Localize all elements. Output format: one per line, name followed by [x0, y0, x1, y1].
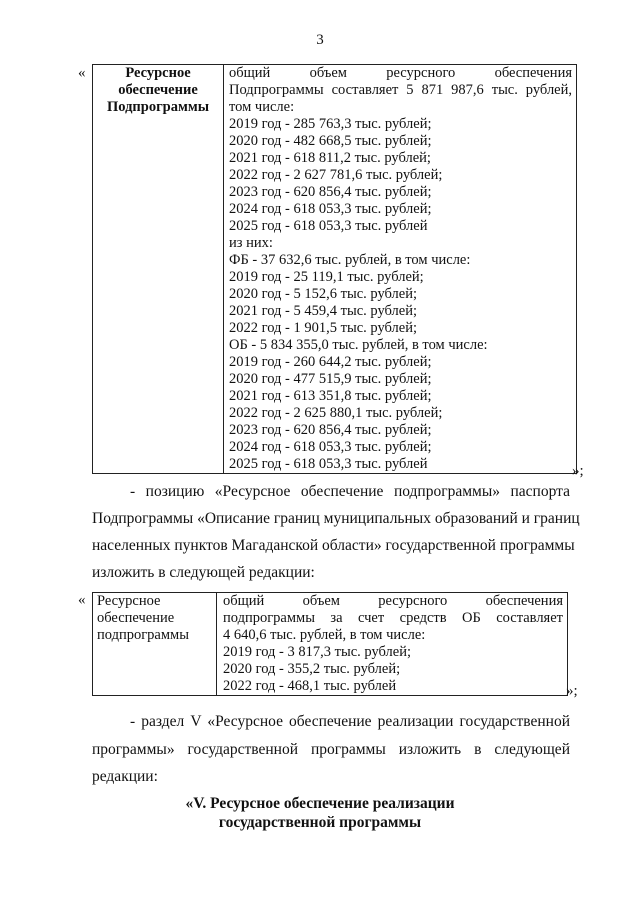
table1-close-quote: »;: [572, 463, 584, 479]
table1-line-8: 2024 год - 618 053,3 тыс. рублей;: [229, 201, 432, 217]
table1-line-18: 2020 год - 477 515,9 тыс. рублей;: [229, 371, 432, 387]
para1-line-3: изложить в следующей редакции:: [92, 564, 315, 581]
page-number: 3: [316, 32, 324, 48]
table2-label-line-2: подпрограммы: [97, 627, 189, 643]
table1-line-4: 2020 год - 482 668,5 тыс. рублей;: [229, 133, 432, 149]
table2-label-cell: [93, 593, 217, 696]
table1-line-0: общий объем ресурсного обеспечения: [229, 65, 572, 81]
table2-label-line-1: обеспечение: [97, 610, 175, 626]
section-heading-line-0: «V. Ресурсное обеспечение реализации: [185, 795, 455, 812]
table1-line-22: 2024 год - 618 053,3 тыс. рублей;: [229, 439, 432, 455]
para2-line-2: редакции:: [92, 768, 158, 785]
para2-line-1: программы» государственной программы изложить в следующей: [92, 741, 570, 758]
para1-line-1: Подпрограммы «Описание границ муниципальных образований и границ: [92, 510, 580, 527]
table1-line-2: том числе:: [229, 99, 295, 115]
table1-resource-provision: [92, 64, 577, 474]
table2-line-5: 2022 год - 468,1 тыс. рублей: [223, 678, 397, 694]
table1-label-line-2: Подпрограммы: [106, 99, 210, 115]
table1-value-cell: [224, 65, 577, 474]
section-heading-line-1: государственной программы: [218, 814, 422, 831]
para1-line-2: населенных пунктов Магаданской области» государственной программы: [92, 537, 575, 554]
table1-line-17: 2019 год - 260 644,2 тыс. рублей;: [229, 354, 432, 370]
table1-line-6: 2022 год - 2 627 781,6 тыс. рублей;: [229, 167, 443, 183]
table2-label-line-0: Ресурсное: [97, 593, 161, 609]
table1-label-cell: [93, 65, 224, 474]
table2-line-1: подпрограммы за счет средств ОБ составляет: [223, 610, 563, 626]
table1-line-11: ФБ - 37 632,6 тыс. рублей, в том числе:: [229, 252, 471, 268]
table1-line-1: Подпрограммы составляет 5 871 987,6 тыс. рублей,: [229, 82, 572, 98]
table1-open-quote: «: [78, 65, 86, 81]
table1-line-10: из них:: [229, 235, 273, 251]
table2-line-4: 2020 год - 355,2 тыс. рублей;: [223, 661, 401, 677]
table2-line-0: общий объем ресурсного обеспечения: [223, 593, 563, 609]
table2-resource-provision: [92, 592, 568, 696]
table2-value-cell: [217, 593, 568, 696]
table1-line-19: 2021 год - 613 351,8 тыс. рублей;: [229, 388, 432, 404]
para2-line-0: - раздел V «Ресурсное обеспечение реализации государственной: [130, 713, 570, 730]
table1-line-5: 2021 год - 618 811,2 тыс. рублей;: [229, 150, 431, 166]
para1-line-0: - позицию «Ресурсное обеспечение подпрограммы» паспорта: [130, 483, 570, 500]
table1-label-line-0: Ресурсное: [125, 65, 191, 81]
table1-line-7: 2023 год - 620 856,4 тыс. рублей;: [229, 184, 432, 200]
table1-line-3: 2019 год - 285 763,3 тыс. рублей;: [229, 116, 432, 132]
table1-line-21: 2023 год - 620 856,4 тыс. рублей;: [229, 422, 432, 438]
table2-close-quote: »;: [566, 683, 578, 699]
table1-line-23: 2025 год - 618 053,3 тыс. рублей: [229, 456, 428, 472]
table1-line-20: 2022 год - 2 625 880,1 тыс. рублей;: [229, 405, 443, 421]
table2-line-2: 4 640,6 тыс. рублей, в том числе:: [223, 627, 426, 643]
table1-line-13: 2020 год - 5 152,6 тыс. рублей;: [229, 286, 417, 302]
table1-line-16: ОБ - 5 834 355,0 тыс. рублей, в том числе:: [229, 337, 488, 353]
table1-label-line-1: обеспечение: [118, 82, 198, 98]
table2-open-quote: «: [78, 592, 86, 608]
table1-line-15: 2022 год - 1 901,5 тыс. рублей;: [229, 320, 417, 336]
table1-line-9: 2025 год - 618 053,3 тыс. рублей: [229, 218, 428, 234]
table1-line-12: 2019 год - 25 119,1 тыс. рублей;: [229, 269, 424, 285]
table1-line-14: 2021 год - 5 459,4 тыс. рублей;: [229, 303, 417, 319]
table2-line-3: 2019 год - 3 817,3 тыс. рублей;: [223, 644, 411, 660]
